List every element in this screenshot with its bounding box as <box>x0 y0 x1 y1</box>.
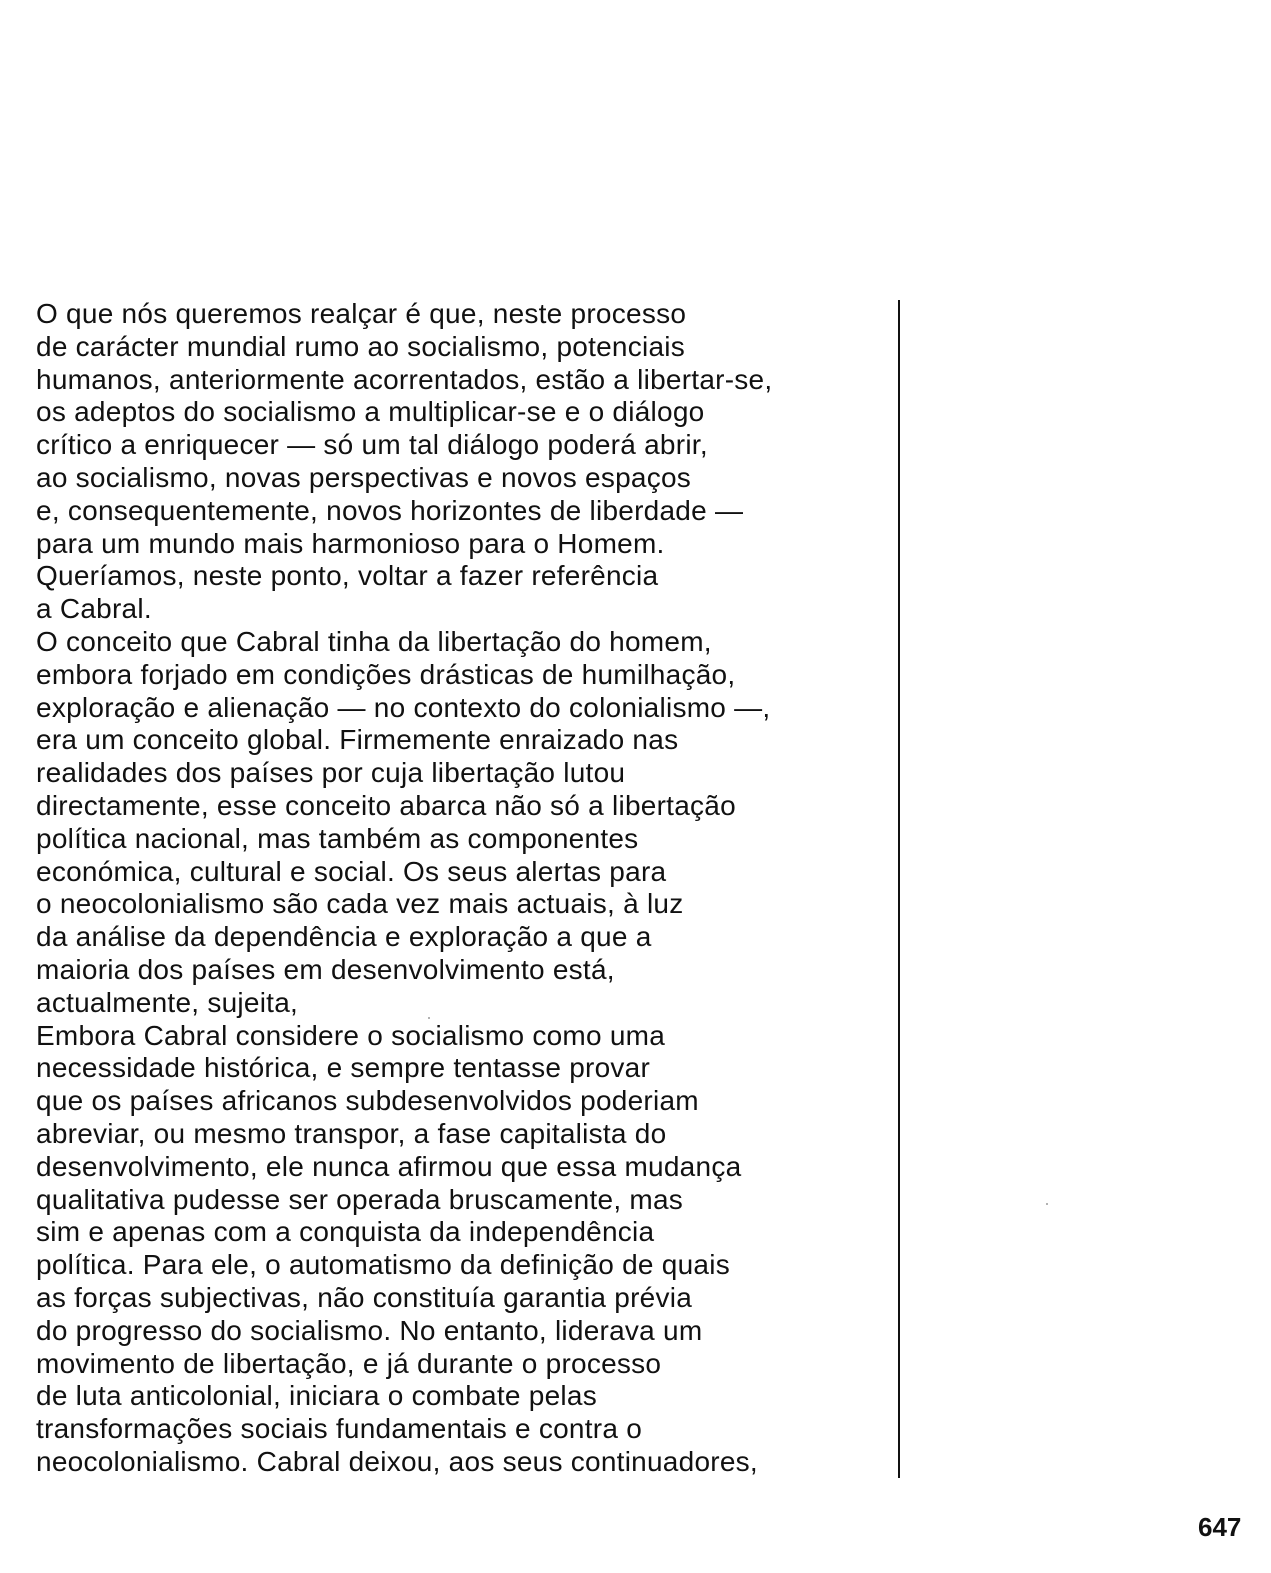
text-line: qualitativa pudesse ser operada bruscamente, mas <box>36 1183 684 1215</box>
text-line: sim e apenas com a conquista da independência <box>36 1216 655 1248</box>
text-line: a Cabral. <box>36 593 152 625</box>
text-line: crítico a enriquecer — só um tal diálogo poderá abrir, <box>36 429 708 461</box>
text-line: económica, cultural e social. Os seus alertas para <box>36 855 667 887</box>
text-line: movimento de libertação, e já durante o processo <box>36 1347 662 1379</box>
text-column <box>36 298 898 1478</box>
text-line: Queríamos, neste ponto, voltar a fazer referência <box>36 560 659 592</box>
text-line: necessidade histórica, e sempre tentasse provar <box>36 1052 651 1084</box>
text-line: política nacional, mas também as componentes <box>36 822 639 854</box>
text-line: era um conceito global. Firmemente enraizado nas <box>36 724 679 756</box>
text-line: abreviar, ou mesmo transpor, a fase capitalista do <box>36 1118 667 1149</box>
text-line: O conceito que Cabral tinha da libertação do homem, <box>36 626 712 657</box>
text-line: Embora Cabral considere o socialismo como uma <box>36 1019 666 1051</box>
text-line: da análise da dependência e exploração a que a <box>36 921 652 953</box>
text-line: o neocolonialismo são cada vez mais actuais, à luz <box>36 888 684 920</box>
page-number: 647 <box>1198 1512 1242 1542</box>
text-line: de carácter mundial rumo ao socialismo, potenciais <box>36 330 686 362</box>
margin-rule <box>898 300 900 1478</box>
text-line: realidades dos países por cuja libertação lutou <box>36 757 626 789</box>
text-line: embora forjado em condições drásticas de humilhação, <box>36 658 736 690</box>
text-line: do progresso do socialismo. No entanto, liderava um <box>36 1314 703 1346</box>
text-line: exploração e alienação — no contexto do colonialismo —, <box>36 691 771 723</box>
text-line: neocolonialismo. Cabral deixou, aos seus continuadores, <box>36 1446 758 1477</box>
scan-speck <box>428 1017 430 1019</box>
text-line: ao socialismo, novas perspectivas e novos espaços <box>36 462 692 493</box>
text-line: O que nós queremos realçar é que, neste processo <box>36 298 687 329</box>
text-line: os adeptos do socialismo a multiplicar-se e o diálogo <box>36 396 705 428</box>
text-line: desenvolvimento, ele nunca afirmou que essa mudança <box>36 1150 742 1182</box>
text-line: humanos, anteriormente acorrentados, estão a libertar-se, <box>36 363 773 395</box>
text-line: e, consequentemente, novos horizontes de liberdade — <box>36 494 744 526</box>
text-line: de luta anticolonial, iniciara o combate pelas <box>36 1380 597 1412</box>
text-line: actualmente, sujeita, <box>36 986 299 1018</box>
text-line: directamente, esse conceito abarca não só a libertação <box>36 790 736 821</box>
text-line: para um mundo mais harmonioso para o Homem. <box>36 527 665 559</box>
text-line: as forças subjectivas, não constituía garantia prévia <box>36 1282 693 1313</box>
text-line: maioria dos países em desenvolvimento está, <box>36 954 615 985</box>
text-line: que os países africanos subdesenvolvidos poderiam <box>36 1085 699 1117</box>
scan-speck <box>1046 1203 1048 1205</box>
text-line: transformações sociais fundamentais e contra o <box>36 1413 643 1445</box>
text-line: política. Para ele, o automatismo da definição de quais <box>36 1249 730 1281</box>
